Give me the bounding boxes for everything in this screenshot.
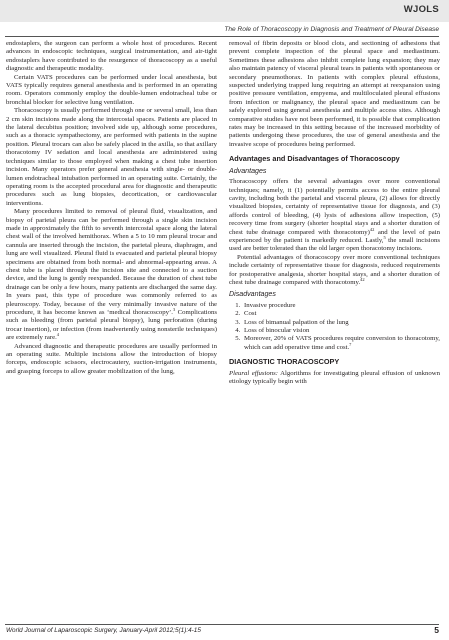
section-heading: Advantages and Disadvantages of Thoracoscopy bbox=[229, 154, 400, 164]
header-band bbox=[0, 0, 449, 22]
paragraph-text: Complications such as bleeding (from parietal pleural biopsy), lung perforation (during trocar insertion), or infection (from inadvertently using nonsterile techniques) are extremely rare. bbox=[6, 309, 217, 342]
paragraph-text: Potential advantages of thoracoscopy over more conventional techniques include certainty of representative tissue for diagnosis, reduced requirements for postoperative analgesia, shorter hospital stays, and a shorter duration of chest tube drainage compared with thoracotomy. bbox=[229, 253, 440, 286]
list-item-text: Moreover, 20% of VATS procedures require conversion to thoracotomy, which can add operative time and cost. bbox=[244, 335, 440, 351]
disadvantages-list bbox=[229, 302, 440, 352]
paragraph bbox=[229, 254, 440, 288]
paragraph-text: Thoracoscopy offers the several advantages over more conventional techniques; namely, it (1) potentially permits access to the entire pleural cavity, including both the parietal and visceral pleura, (2) allows for directly visualized biopsies, certainty of representative tissue for diagnosis, and (3) affords control of bleeding, (4) lysis of adhesions allow inspection, (5) recovery time from surgery (shorter hospital stays and a shorter duration of chest tube drainage compared with thoracotomy) bbox=[229, 178, 440, 236]
right-column bbox=[229, 40, 440, 386]
header-rule bbox=[5, 36, 439, 37]
list-item: 4. Loss of binocular vision bbox=[242, 327, 440, 335]
paragraph: removal of fibrin deposits or blood clots, and sectioning of adhesions that prevent complete inspection of the pleural space and mediastinum. Sometimes these adhesions also inhibit complete lung expansion; they may also maintain patency of visceral pleural tears in patients with spontaneous or secondary pneumothorax. In patients with complex pleural effusions, suspected underlying trapped lung requiring an attempt at reexpansion using positive pressure ventilation, empyema, and multiloculated pleural effusions from infection or malignancy, the pleural space and mediastinum can be safely explored using general anesthesia and multiple access sites. Although comparative studies have not been performed, it is possible that complication rates may be increased in this setting because of the increased morbidity of patients undergoing these procedures, the use of general anesthesia and the invasive scope of procedures being performed. bbox=[229, 40, 440, 148]
paragraph-text: Many procedures limited to removal of pleural fluid, visualization, and biopsy of parietal pleura can be performed through a single skin incision made in approximately the fifth to seventh intercostal space along the lateral chest wall of the involved hemithorax. When a 5 to 10 mm pleural trocar and cannula are inserted through the incision, the parietal pleura, diaphragm, and lung are well visualized. Pleural fluid is evacuated and parietal pleural biopsy specimens are obtained from both normal- and abnormal-appearing areas. A chest tube is placed through the incision site and connected to a suction device, and the lung is gently reexpanded. Because the duration of chest tube drainage can be only a few hours, many patients are discharged the same day. In years past, this type of procedure was commonly referred to as pleuroscopy. Today, because of the very minimally invasive nature of the procedure, it has become known as ‘medical thoracoscopy’. bbox=[6, 208, 217, 316]
footer-rule bbox=[5, 624, 439, 625]
subheading-advantages: Advantages bbox=[229, 166, 267, 175]
left-column bbox=[6, 40, 217, 376]
paragraph: Advanced diagnostic and therapeutic procedures are usually performed in an operating suite. Multiple incisions allow the introduction of biopsy forceps, endoscopic scissors, electrocautery, suction-irrigation instruments, and grasping forceps to allow greater mobilization of the lung, bbox=[6, 342, 217, 375]
running-title: The Role of Thoracoscopy in Diagnosis and Treatment of Pleural Disease bbox=[224, 26, 439, 33]
paragraph bbox=[229, 178, 440, 254]
paragraph-text: and the level of pain experienced by the patient is markedly reduced. Lastly, bbox=[229, 228, 440, 244]
list-item: 3. Loss of bimanual palpation of the lung bbox=[242, 319, 440, 327]
paragraph: Thoracoscopy is usually performed through one or several small, less than 2 cm skin incisions made along the intercostal spaces. Patients are placed in the lateral decubitus position; involved side up, although some procedures, such as a thoracic sympathectomy, are performed with patients in the supine position. Pleural trocars can also be safely placed in the axilla, so that axillary thoracotomy IV sedation and local anesthesia are administered using techniques similar to those employed when making a chest tube insertion incision. Many operators prefer general anesthesia with single- or double-lumen endotracheal intubation performed in an operating suite. Certainly, the operating room is the accepted procedural area for diagnostic and therapeutic procedures such as lung biopsies, decortication, or cardiovascular interventions. bbox=[6, 107, 217, 207]
list-item bbox=[242, 335, 440, 352]
section-heading-diagnostic: DIAGNOSTIC THORACOSCOPY bbox=[229, 357, 340, 367]
paragraph-text: Algorithms for investigating pleural effusion of unknown etiology typically begin with bbox=[229, 369, 440, 386]
list-item: 1. Invasive procedure bbox=[242, 302, 440, 310]
reference: 4 bbox=[56, 331, 60, 337]
paragraph: endostaplers, the surgeon can perform a whole host of procedures. Recent advances in endoscopic techniques, surgical instrumentation, and air-tight endostaplers have contributed to the resurgence of thoracoscopy as a useful diagnostic and therapeutic modality. bbox=[6, 40, 217, 73]
reference: 42 bbox=[369, 226, 375, 232]
footer-citation: World Journal of Laparoscopic Surgery, January-April 2012;5(1):4-15 bbox=[6, 627, 201, 634]
paragraph: Certain VATS procedures can be performed under local anesthesia, but VATS typically requires general anesthesia and is performed in an operating room. Operators commonly employ the double-lumen endotracheal tube or bronchial blocker for selective lung ventilation. bbox=[6, 73, 217, 106]
journal-badge: WJOLS bbox=[403, 4, 439, 15]
lead-term: Pleural effusions: bbox=[229, 369, 278, 377]
reference: 7 bbox=[349, 341, 352, 347]
reference: 5 bbox=[383, 234, 386, 240]
paragraph-text: the small incisions used are better tolerated than the old larger open thoracotomy incisions. bbox=[229, 236, 440, 253]
reference: 3 bbox=[172, 306, 176, 312]
list-item: 2. Cost bbox=[242, 310, 440, 318]
paragraph bbox=[229, 370, 440, 387]
page-number: 5 bbox=[434, 625, 439, 635]
subheading-disadvantages: Disadvantages bbox=[229, 290, 276, 299]
paragraph bbox=[6, 208, 217, 343]
reference: 42 bbox=[360, 276, 365, 282]
